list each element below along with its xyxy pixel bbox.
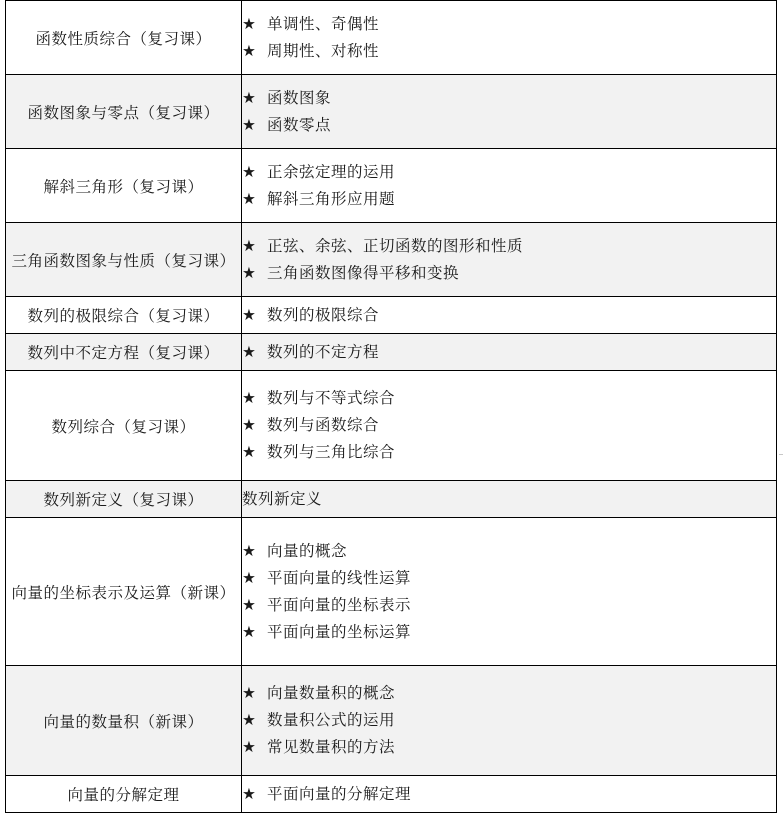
point-text: 平面向量的坐标表示 — [267, 595, 412, 614]
page-edge-mark — [779, 454, 783, 455]
star-icon: ★ — [242, 115, 257, 134]
star-icon: ★ — [242, 263, 257, 282]
list-item — [242, 85, 776, 112]
topic-cell: 数列的极限综合（复习课） — [6, 297, 242, 334]
star-icon: ★ — [242, 189, 257, 208]
list-item — [242, 302, 776, 329]
list-item — [242, 781, 776, 808]
star-icon: ★ — [242, 568, 257, 587]
list-item — [242, 339, 776, 366]
point-text: 解斜三角形应用题 — [267, 189, 396, 208]
table-row — [6, 223, 777, 297]
table-row — [6, 1, 777, 75]
list-item — [242, 159, 776, 186]
table-row — [6, 149, 777, 223]
topic-cell: 三角函数图象与性质（复习课） — [6, 223, 242, 297]
topic-cell: 函数性质综合（复习课） — [6, 1, 242, 75]
list-item — [242, 412, 776, 439]
star-icon: ★ — [242, 236, 257, 255]
table-row — [6, 481, 777, 518]
point-text: 平面向量的分解定理 — [267, 784, 412, 803]
point-text: 数量积公式的运用 — [267, 711, 396, 729]
star-icon: ★ — [242, 443, 257, 461]
list-item — [242, 619, 776, 646]
points-cell — [242, 1, 777, 75]
topic-cell: 函数图象与零点（复习课） — [6, 75, 242, 149]
point-text: 函数图象 — [267, 88, 332, 107]
topic-cell: 解斜三角形（复习课） — [6, 149, 242, 223]
list-item — [242, 233, 776, 260]
point-text: 正弦、余弦、正切函数的图形和性质 — [267, 236, 524, 255]
star-icon: ★ — [242, 595, 257, 614]
point-text: 三角函数图像得平移和变换 — [267, 263, 460, 282]
point-text: 平面向量的线性运算 — [267, 568, 412, 587]
point-text: 数列新定义 — [242, 489, 323, 508]
star-icon: ★ — [242, 622, 257, 641]
list-item — [242, 565, 776, 592]
list-item — [242, 385, 776, 412]
list-item — [242, 112, 776, 139]
star-icon: ★ — [242, 711, 257, 729]
point-text: 数列的极限综合 — [267, 305, 380, 324]
table-row — [6, 371, 777, 481]
star-icon: ★ — [242, 784, 257, 803]
star-icon: ★ — [242, 738, 257, 756]
list-item — [242, 538, 776, 565]
point-text: 数列与三角比综合 — [267, 443, 396, 461]
list-item — [242, 734, 776, 761]
points-cell — [242, 518, 777, 666]
points-cell — [242, 297, 777, 334]
star-icon: ★ — [242, 541, 257, 560]
points-cell — [242, 481, 777, 518]
topic-cell: 向量的分解定理 — [6, 776, 242, 813]
list-item — [242, 439, 776, 466]
star-icon: ★ — [242, 88, 257, 107]
curriculum-table — [5, 0, 777, 813]
point-text: 常见数量积的方法 — [267, 738, 396, 756]
table-row — [6, 518, 777, 666]
topic-cell: 向量的数量积（新课） — [6, 666, 242, 776]
list-item — [242, 38, 776, 65]
table-row — [6, 297, 777, 334]
star-icon: ★ — [242, 162, 257, 181]
points-cell — [242, 75, 777, 149]
star-icon: ★ — [242, 416, 257, 434]
point-text: 数列与函数综合 — [267, 416, 380, 434]
point-text: 数列的不定方程 — [267, 342, 380, 361]
list-item — [242, 260, 776, 287]
point-text: 向量数量积的概念 — [267, 684, 396, 702]
list-item — [242, 707, 776, 734]
list-item — [242, 592, 776, 619]
list-item — [242, 186, 776, 213]
point-text: 单调性、奇偶性 — [267, 14, 380, 33]
topic-cell: 向量的坐标表示及运算（新课） — [6, 518, 242, 666]
points-cell — [242, 334, 777, 371]
list-item — [242, 11, 776, 38]
table-row — [6, 776, 777, 813]
point-text: 平面向量的坐标运算 — [267, 622, 412, 641]
star-icon: ★ — [242, 305, 257, 324]
star-icon: ★ — [242, 389, 257, 407]
table-row — [6, 334, 777, 371]
point-text: 函数零点 — [267, 115, 332, 134]
topic-cell: 数列新定义（复习课） — [6, 481, 242, 518]
topic-cell: 数列综合（复习课） — [6, 371, 242, 481]
points-cell — [242, 149, 777, 223]
point-text: 周期性、对称性 — [267, 41, 380, 60]
table-row — [6, 666, 777, 776]
points-cell — [242, 776, 777, 813]
point-text: 正余弦定理的运用 — [267, 162, 396, 181]
star-icon: ★ — [242, 41, 257, 60]
star-icon: ★ — [242, 342, 257, 361]
points-cell — [242, 223, 777, 297]
list-item — [242, 680, 776, 707]
point-text: 向量的概念 — [267, 541, 348, 560]
point-text: 数列与不等式综合 — [267, 389, 396, 407]
table-row — [6, 75, 777, 149]
points-cell — [242, 666, 777, 776]
topic-cell: 数列中不定方程（复习课） — [6, 334, 242, 371]
star-icon: ★ — [242, 684, 257, 702]
points-cell — [242, 371, 777, 481]
star-icon: ★ — [242, 14, 257, 33]
